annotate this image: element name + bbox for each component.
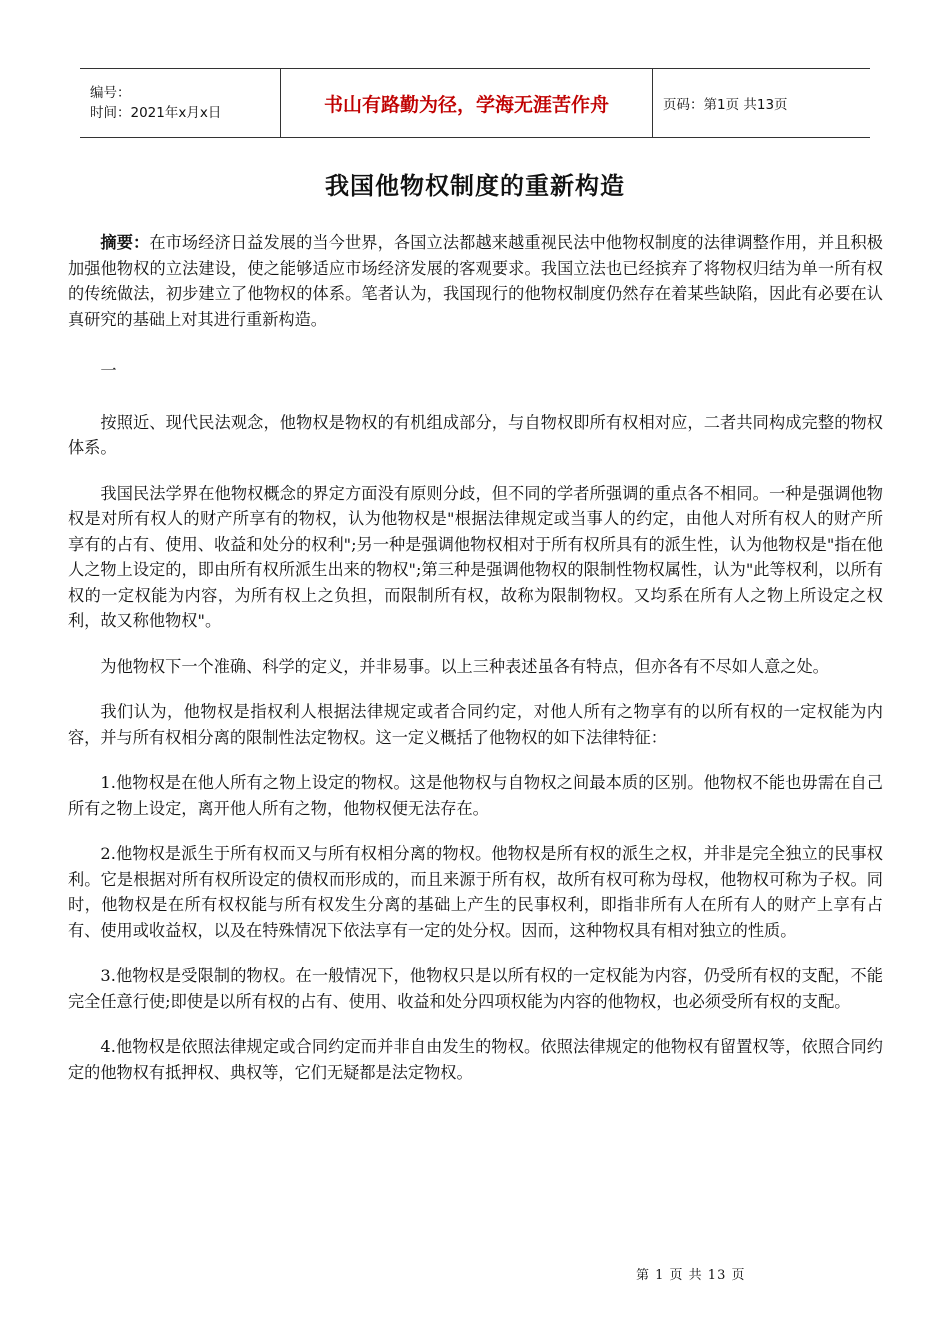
body-paragraph: 2.他物权是派生于所有权而又与所有权相分离的物权。他物权是所有权的派生之权，并非是完全独立的民事权利。它是根据对所有权所设定的债权而形成的，而且来源于所有权，故所有权可称为母权，他物权可称为子权。同时，他物权是在所有权权能与所有权发生分离的基础上产生的民事权利，即指非所有人在所有人的财产上享有占有、使用或收益权，以及在特殊情况下依法享有一定的处分权。因而，这种物权具有相对独立的性质。 [68, 844, 883, 940]
header-page-info [653, 69, 870, 137]
document-number-label: 编号： [90, 85, 131, 101]
body-paragraph: 3.他物权是受限制的物权。在一般情况下，他物权只是以所有权的一定权能为内容，仍受所有权的支配，不能完全任意行使;即使是以所有权的占有、使用、收益和处分四项权能为内容的他物权，也必须受所有权的支配。 [68, 966, 883, 1011]
body-paragraph: 1.他物权是在他人所有之物上设定的物权。这是他物权与自物权之间最本质的区别。他物权不能也毋需在自己所有之物上设定，离开他人所有之物，他物权便无法存在。 [68, 773, 883, 818]
abstract-label: 摘要： [100, 233, 150, 252]
abstract-paragraph [68, 230, 883, 332]
section-marker: 一 [100, 361, 117, 380]
body-paragraph: 为他物权下一个准确、科学的定义，并非易事。以上三种表述虽各有特点，但亦各有不尽如人意之处。 [100, 656, 829, 676]
body-paragraph: 按照近、现代民法观念，他物权是物权的有机组成部分，与自物权即所有权相对应，二者共同构成完整的物权体系。 [68, 412, 883, 457]
document-time: 时间：2021年x月x日 [90, 105, 222, 121]
motto-text: 书山有路勤为径，学海无涯苦作舟 [323, 93, 609, 116]
document-body [68, 230, 883, 1105]
body-paragraph: 我国民法学界在他物权概念的界定方面没有原则分歧，但不同的学者所强调的重点各不相同。一种是强调他物权是对所有权人的财产所享有的物权，认为他物权是"根据法律规定或当事人的约定，由他人对所有权人的财产所享有的占有、使用、收益和处分的权利";另一种是强调他物权相对于所有权所具有的派生性，认为他物权是"指在他人之物上设定的，即由所有权所派生出来的物权";第三种是强调他物权的限制性物权属性，认为"此等权利，以所有权的一定权能为内容，为所有权上之负担，而限制所有权，故称为限制物权。又均系在所有人之物上所设定之权利，故又称他物权"。 [68, 483, 883, 630]
page-header [80, 68, 870, 138]
document-title: 我国他物权制度的重新构造 [325, 172, 625, 200]
header-meta [80, 69, 280, 137]
header-motto [280, 69, 653, 137]
page-footer: 第 1 页 共 13 页 [636, 1268, 746, 1283]
body-paragraph: 我们认为，他物权是指权利人根据法律规定或者合同约定，对他人所有之物享有的以所有权的一定权能为内容，并与所有权相分离的限制性法定物权。这一定义概括了他物权的如下法律特征： [68, 702, 883, 747]
page-info-text: 页码：第1页 共13页 [663, 97, 788, 113]
abstract-text: 在市场经济日益发展的当今世界，各国立法都越来越重视民法中他物权制度的法律调整作用，并且积极加强他物权的立法建设，使之能够适应市场经济发展的客观要求。我国立法也已经摈弃了将物权归结为单一所有权的传统做法，初步建立了他物权的体系。笔者认为，我国现行的他物权制度仍然存在着某些缺陷，因此有必要在认真研究的基础上对其进行重新构造。 [68, 233, 883, 329]
body-paragraph: 4.他物权是依照法律规定或合同约定而并非自由发生的物权。依照法律规定的他物权有留置权等，依照合同约定的他物权有抵押权、典权等，它们无疑都是法定物权。 [68, 1037, 883, 1082]
